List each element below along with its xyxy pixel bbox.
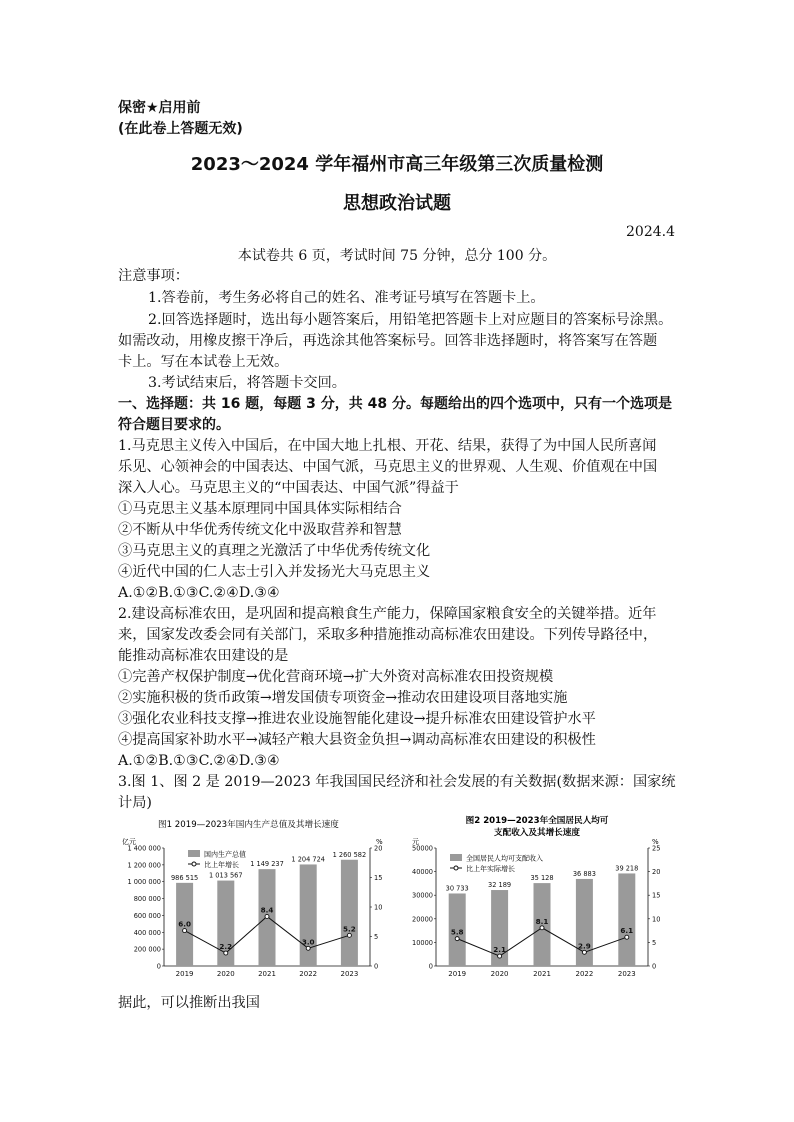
y-tick-label-left: 10000 xyxy=(412,938,433,947)
y-tick-label-right: 5 xyxy=(374,933,379,941)
x-tick-label: 2023 xyxy=(617,970,636,978)
y-tick-label-right: 0 xyxy=(374,962,379,971)
growth-point xyxy=(582,950,586,954)
y-tick-label-right: 10 xyxy=(652,915,661,924)
y-tick-label-right: 20 xyxy=(374,844,383,853)
subject-title: 思想政治试题 xyxy=(343,193,451,214)
q3-prompt: 据此，可以推断出我国 xyxy=(118,995,260,1011)
y-tick-label-right: 15 xyxy=(652,891,661,900)
growth-point xyxy=(306,946,310,950)
legend-bar-swatch xyxy=(450,854,462,861)
q2-option: ④提高国家补助水平→减轻产粮大县资金负担→调动高标准农田建设的积极性 xyxy=(118,732,596,748)
growth-value-label: 8.4 xyxy=(260,905,274,915)
bar xyxy=(618,873,635,966)
y-tick-label-left: 20000 xyxy=(412,915,433,924)
bar xyxy=(341,860,358,966)
bar-value-label: 35 128 xyxy=(530,874,554,883)
q1-option: ②不断从中华优秀传统文化中汲取营养和智慧 xyxy=(118,522,402,538)
legend-line-label: 比上年实际增长 xyxy=(466,865,515,873)
chart-title-line2: 支配收入及其增长速度 xyxy=(494,828,580,838)
growth-value-label: 5.2 xyxy=(343,924,356,934)
confidential-label: 保密★启用前 xyxy=(118,100,201,116)
y-tick-label-left: 0 xyxy=(428,962,433,971)
growth-value-label: 2.9 xyxy=(578,941,591,951)
invalid-note: (在此卷上答题无效) xyxy=(118,121,243,137)
y-tick-label-left: 800 000 xyxy=(133,895,161,904)
bar-value-label: 39 218 xyxy=(615,864,639,873)
legend-line-marker xyxy=(192,862,196,866)
figure-1 xyxy=(118,812,393,984)
chart-title: 图1 2019—2023年国内生产总值及其增长速度 xyxy=(158,820,339,830)
bar xyxy=(300,864,317,966)
growth-point xyxy=(265,914,269,918)
q1-stem: 1.马克思主义传入中国后，在中国大地上扎根、开花、结果，获得了为中国人民所喜闻 xyxy=(118,438,657,454)
bar-value-label: 1 013 567 xyxy=(209,871,243,880)
growth-value-label: 2.2 xyxy=(219,942,233,952)
legend-bar-label: 全国居民人均可支配收入 xyxy=(466,854,543,863)
y-tick-label-right: 0 xyxy=(652,962,657,971)
q2-option: ③强化农业科技支撑→推进农业设施智能化建设→提升标准农田建设管护水平 xyxy=(118,711,596,727)
growth-point xyxy=(183,929,187,933)
y-tick-label-left: 1 000 000 xyxy=(127,878,161,887)
income-chart xyxy=(406,812,668,984)
x-tick-label: 2019 xyxy=(175,970,194,978)
legend-line-marker xyxy=(454,866,458,870)
x-tick-label: 2020 xyxy=(216,970,235,978)
y-axis-unit-left: 亿元 xyxy=(122,838,136,846)
y-tick-label-left: 40000 xyxy=(412,868,433,877)
notice-heading: 注意事项： xyxy=(118,268,189,284)
x-tick-label: 2021 xyxy=(258,970,276,978)
growth-value-label: 6.0 xyxy=(178,919,191,929)
section-heading: 一、选择题：共 16 题，每题 3 分，共 48 分。每题给出的四个选项中，只有一个选项是 xyxy=(118,396,672,412)
q3-stem: 3.图 1、图 2 是 2019—2023 年我国国民经济和社会发展的有关数据(数据来源：国家统 xyxy=(118,774,676,790)
q1-answers: A.①②B.①③C.②④D.③④ xyxy=(118,585,280,601)
y-axis-unit-left: 元 xyxy=(412,838,419,846)
growth-point xyxy=(347,933,351,937)
section-heading-cont: 符合题目要求的。 xyxy=(118,417,230,433)
q1-stem: 深入人心。马克思主义的“中国表达、中国气派”得益于 xyxy=(118,480,459,496)
q2-stem: 能推动高标准农田建设的是 xyxy=(118,648,289,664)
bar-value-label: 30 733 xyxy=(445,884,469,893)
exam-title: 2023～2024 学年福州市高三年级第三次质量检测 xyxy=(190,154,604,175)
x-tick-label: 2019 xyxy=(448,970,467,978)
q1-option: ①马克思主义基本原理同中国具体实际相结合 xyxy=(118,501,402,517)
y-tick-label-left: 50000 xyxy=(412,844,433,853)
y-axis-unit-right: % xyxy=(376,838,383,846)
bar-value-label: 32 189 xyxy=(488,881,512,890)
x-tick-label: 2020 xyxy=(490,970,509,978)
x-tick-label: 2023 xyxy=(340,970,359,978)
growth-point xyxy=(224,951,228,955)
notice-item: 如需改动，用橡皮擦干净后，再选涂其他答案标号。回答非选择题时，将答案写在答题 xyxy=(118,333,658,349)
q1-option: ③马克思主义的真理之光激活了中华优秀传统文化 xyxy=(118,543,431,559)
exam-info: 本试卷共 6 页，考试时间 75 分钟，总分 100 分。 xyxy=(237,248,557,264)
y-tick-label-left: 1 400 000 xyxy=(127,844,161,853)
y-tick-label-left: 0 xyxy=(156,962,161,971)
growth-point xyxy=(625,935,629,939)
q3-stem: 计局) xyxy=(118,795,152,811)
y-tick-label-left: 30000 xyxy=(412,891,433,900)
y-tick-label-right: 15 xyxy=(374,874,383,882)
x-tick-label: 2022 xyxy=(575,970,594,978)
exam-date: 2024.4 xyxy=(626,224,675,240)
notice-item: 2.回答选择题时，选出每小题答案后，用铅笔把答题卡上对应题目的答案标号涂黑。 xyxy=(148,312,673,328)
growth-value-label: 3.0 xyxy=(301,937,315,947)
chart-title-line1: 图2 2019—2023年全国居民人均可 xyxy=(465,816,609,826)
legend-bar-swatch xyxy=(188,850,200,857)
figure-2 xyxy=(406,812,668,984)
y-tick-label-right: 10 xyxy=(374,903,383,912)
y-tick-label-right: 20 xyxy=(652,868,661,877)
q2-option: ②实施积极的货币政策→增发国债专项资金→推动农田建设项目落地实施 xyxy=(118,690,568,706)
bar-value-label: 1 260 582 xyxy=(332,850,367,859)
legend-line-label: 比上年增长 xyxy=(204,861,239,869)
x-tick-label: 2021 xyxy=(533,970,551,978)
legend-bar-label: 国内生产总值 xyxy=(204,850,246,859)
q2-stem: 2.建设高标准农田，是巩固和提高粮食生产能力，保障国家粮食安全的关键举措。近年 xyxy=(118,606,657,622)
q2-option: ①完善产权保护制度→优化营商环境→扩大外资对高标准农田投资规模 xyxy=(118,669,554,685)
y-tick-label-left: 600 000 xyxy=(133,911,161,920)
x-tick-label: 2022 xyxy=(299,970,318,978)
y-tick-label-left: 200 000 xyxy=(133,945,161,954)
growth-point xyxy=(498,954,502,958)
notice-item: 1.答卷前，考生务必将自己的姓名、准考证号填写在答题卡上。 xyxy=(148,290,545,306)
bar-value-label: 1 204 724 xyxy=(291,855,325,864)
growth-point xyxy=(540,926,544,930)
growth-value-label: 2.1 xyxy=(493,945,506,955)
notice-item: 3.考试结束后，将答题卡交回。 xyxy=(148,375,346,391)
bar-value-label: 986 515 xyxy=(170,873,199,882)
q1-option: ④近代中国的仁人志士引入并发扬光大马克思主义 xyxy=(118,564,431,580)
y-tick-label-right: 25 xyxy=(652,844,661,853)
y-tick-label-left: 400 000 xyxy=(133,928,161,937)
q2-answers: A.①②B.①③C.②④D.③④ xyxy=(118,753,280,769)
growth-value-label: 8.1 xyxy=(535,916,549,926)
notice-item: 卡上。写在本试卷上无效。 xyxy=(118,354,289,370)
gdp-chart xyxy=(118,812,393,984)
bar-value-label: 36 883 xyxy=(572,869,596,878)
y-axis-unit-right: % xyxy=(652,838,659,846)
growth-point xyxy=(455,937,459,941)
bar-value-label: 1 149 237 xyxy=(250,860,284,869)
growth-value-label: 5.8 xyxy=(450,927,464,937)
q1-stem: 乐见、心领神会的中国表达、中国气派，马克思主义的世界观、人生观、价值观在中国 xyxy=(118,459,658,475)
q2-stem: 来，国家发改委会同有关部门，采取多种措施推动高标准农田建设。下列传导路径中， xyxy=(118,627,658,643)
y-tick-label-left: 1 200 000 xyxy=(127,861,161,870)
growth-value-label: 6.1 xyxy=(620,926,634,936)
y-tick-label-right: 5 xyxy=(652,938,657,947)
